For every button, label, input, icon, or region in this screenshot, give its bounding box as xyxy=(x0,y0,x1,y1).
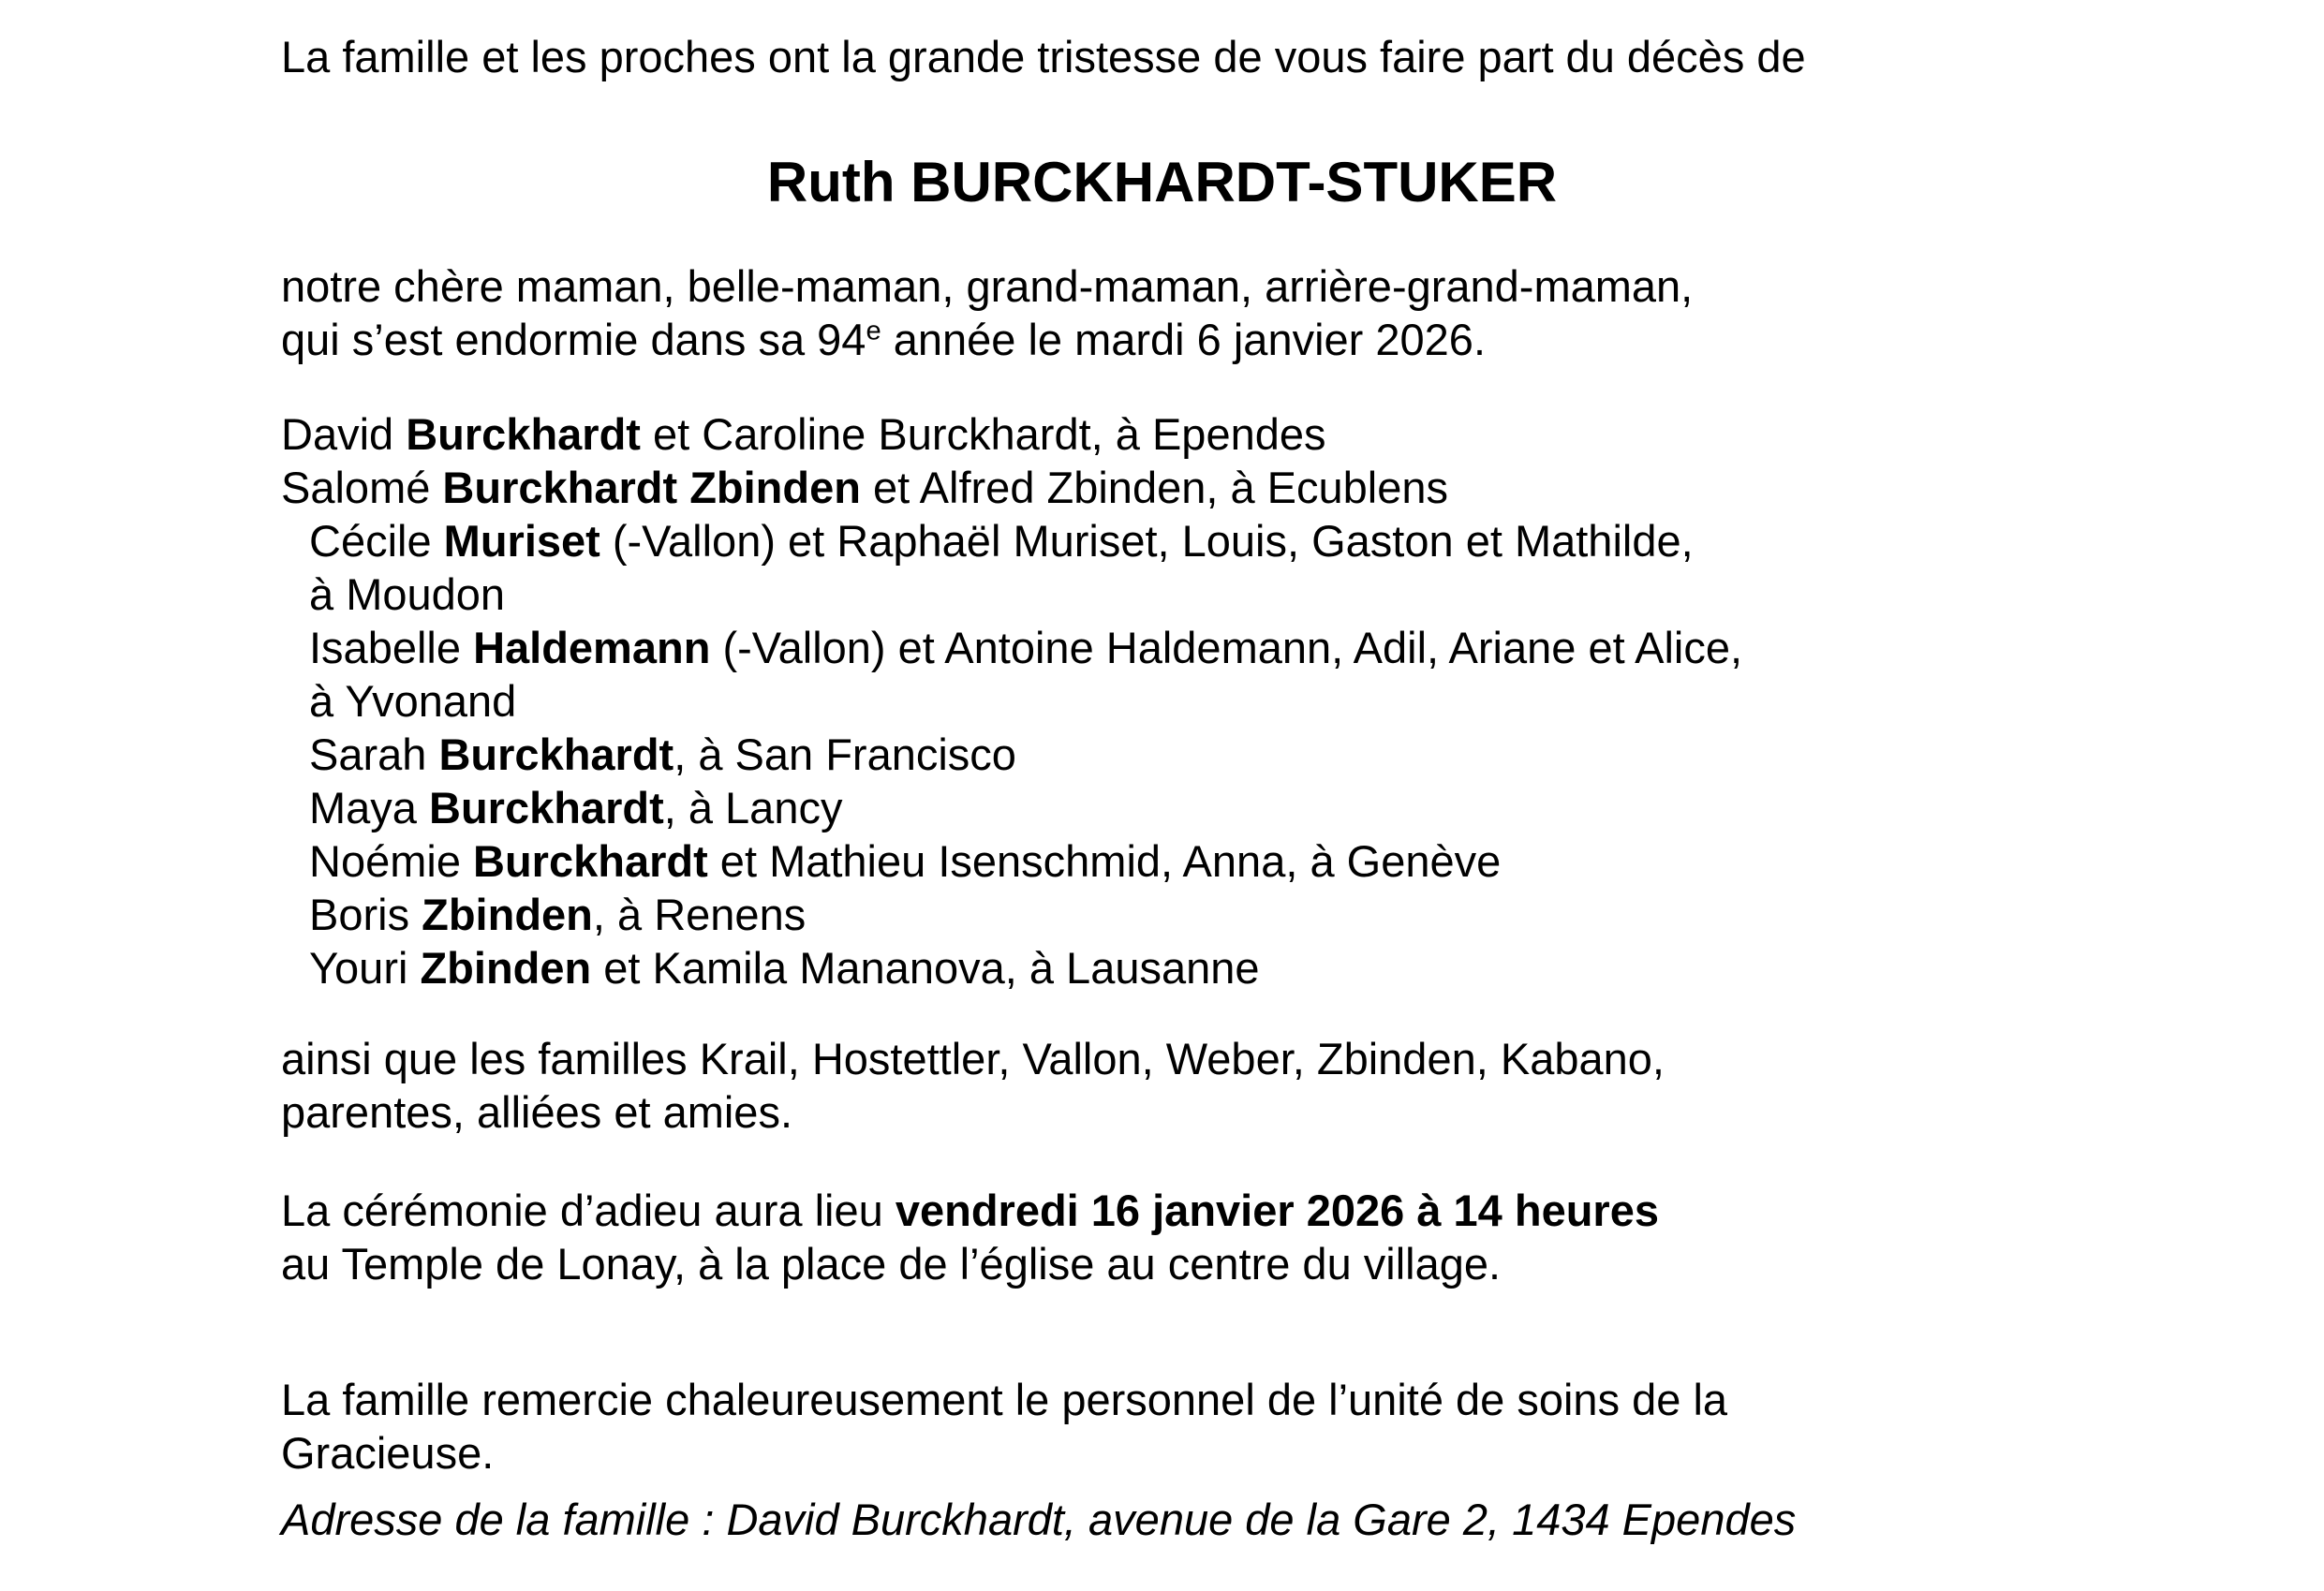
tribute-paragraph xyxy=(281,259,2043,366)
family-address-line: Adresse de la famille : David Burckhardt, avenue de la Gare 2, 1434 Ependes xyxy=(281,1495,1797,1544)
ceremony-intro-text: La cérémonie d’adieu aura lieu xyxy=(281,1186,896,1235)
family-line: Noémie Burckhardt et Mathieu Isenschmid, Anna, à Genève xyxy=(309,836,1502,886)
family-surname: Burckhardt xyxy=(406,409,641,459)
family-surname: Burckhardt Zbinden xyxy=(442,463,861,512)
thanks-line-1: La famille remercie chaleureusement le personnel de l’unité de soins de la xyxy=(281,1375,1728,1424)
ceremony-paragraph xyxy=(281,1184,2043,1290)
family-surname: Zbinden xyxy=(420,943,592,993)
intro-line: La famille et les proches ont la grande tristesse de vous faire part du décès de xyxy=(281,32,1806,81)
family-surname: Burckhardt xyxy=(429,783,664,832)
family-list xyxy=(281,407,2043,994)
deceased-name: Ruth BURCKHARDT-STUKER xyxy=(766,151,1558,214)
family-surname: Haldemann xyxy=(473,623,711,672)
related-families-line-1: ainsi que les familles Krail, Hostettler, Vallon, Weber, Zbinden, Kabano, xyxy=(281,1034,1665,1083)
family-line-continuation: à Moudon xyxy=(309,569,506,619)
family-line: Sarah Burckhardt, à San Francisco xyxy=(309,729,1016,779)
family-line: Cécile Muriset (-Vallon) et Raphaël Muriset, Louis, Gaston et Mathilde, xyxy=(309,516,1694,566)
related-families-line-2: parentes, alliées et amies. xyxy=(281,1087,793,1137)
family-line: Youri Zbinden et Kamila Mananova, à Lausanne xyxy=(309,943,1260,993)
family-line: Boris Zbinden, à Renens xyxy=(309,890,807,939)
tribute-line-2-rest: année le mardi 6 janvier 2026. xyxy=(881,315,1486,364)
thanks-line-2: Gracieuse. xyxy=(281,1428,495,1478)
family-surname: Burckhardt xyxy=(473,836,708,886)
thanks-paragraph xyxy=(281,1373,2043,1480)
family-surname: Burckhardt xyxy=(438,729,674,779)
tribute-line-1: notre chère maman, belle-maman, grand-maman, arrière-grand-maman, xyxy=(281,261,1694,311)
ordinal-superscript: e xyxy=(866,316,881,346)
ceremony-line-2: au Temple de Lonay, à la place de l’église au centre du village. xyxy=(281,1239,1502,1289)
family-line: David Burckhardt et Caroline Burckhardt, à Ependes xyxy=(281,409,1326,459)
family-surname: Zbinden xyxy=(422,890,593,939)
family-line: Maya Burckhardt, à Lancy xyxy=(309,783,843,832)
family-surname: Muriset xyxy=(443,516,600,566)
family-line: Isabelle Haldemann (-Vallon) et Antoine Haldemann, Adil, Ariane et Alice, xyxy=(309,623,1743,672)
family-line: Salomé Burckhardt Zbinden et Alfred Zbinden, à Ecublens xyxy=(281,463,1449,512)
related-families-paragraph xyxy=(281,1032,2043,1139)
tribute-line-2-text: qui s’est endormie dans sa 94 xyxy=(281,315,866,364)
ceremony-datetime: vendredi 16 janvier 2026 à 14 heures xyxy=(895,1186,1659,1235)
family-line-continuation: à Yvonand xyxy=(309,676,517,726)
ceremony-line-1 xyxy=(281,1184,2043,1237)
obituary-content xyxy=(281,30,2043,1546)
tribute-line-2 xyxy=(281,313,2043,366)
